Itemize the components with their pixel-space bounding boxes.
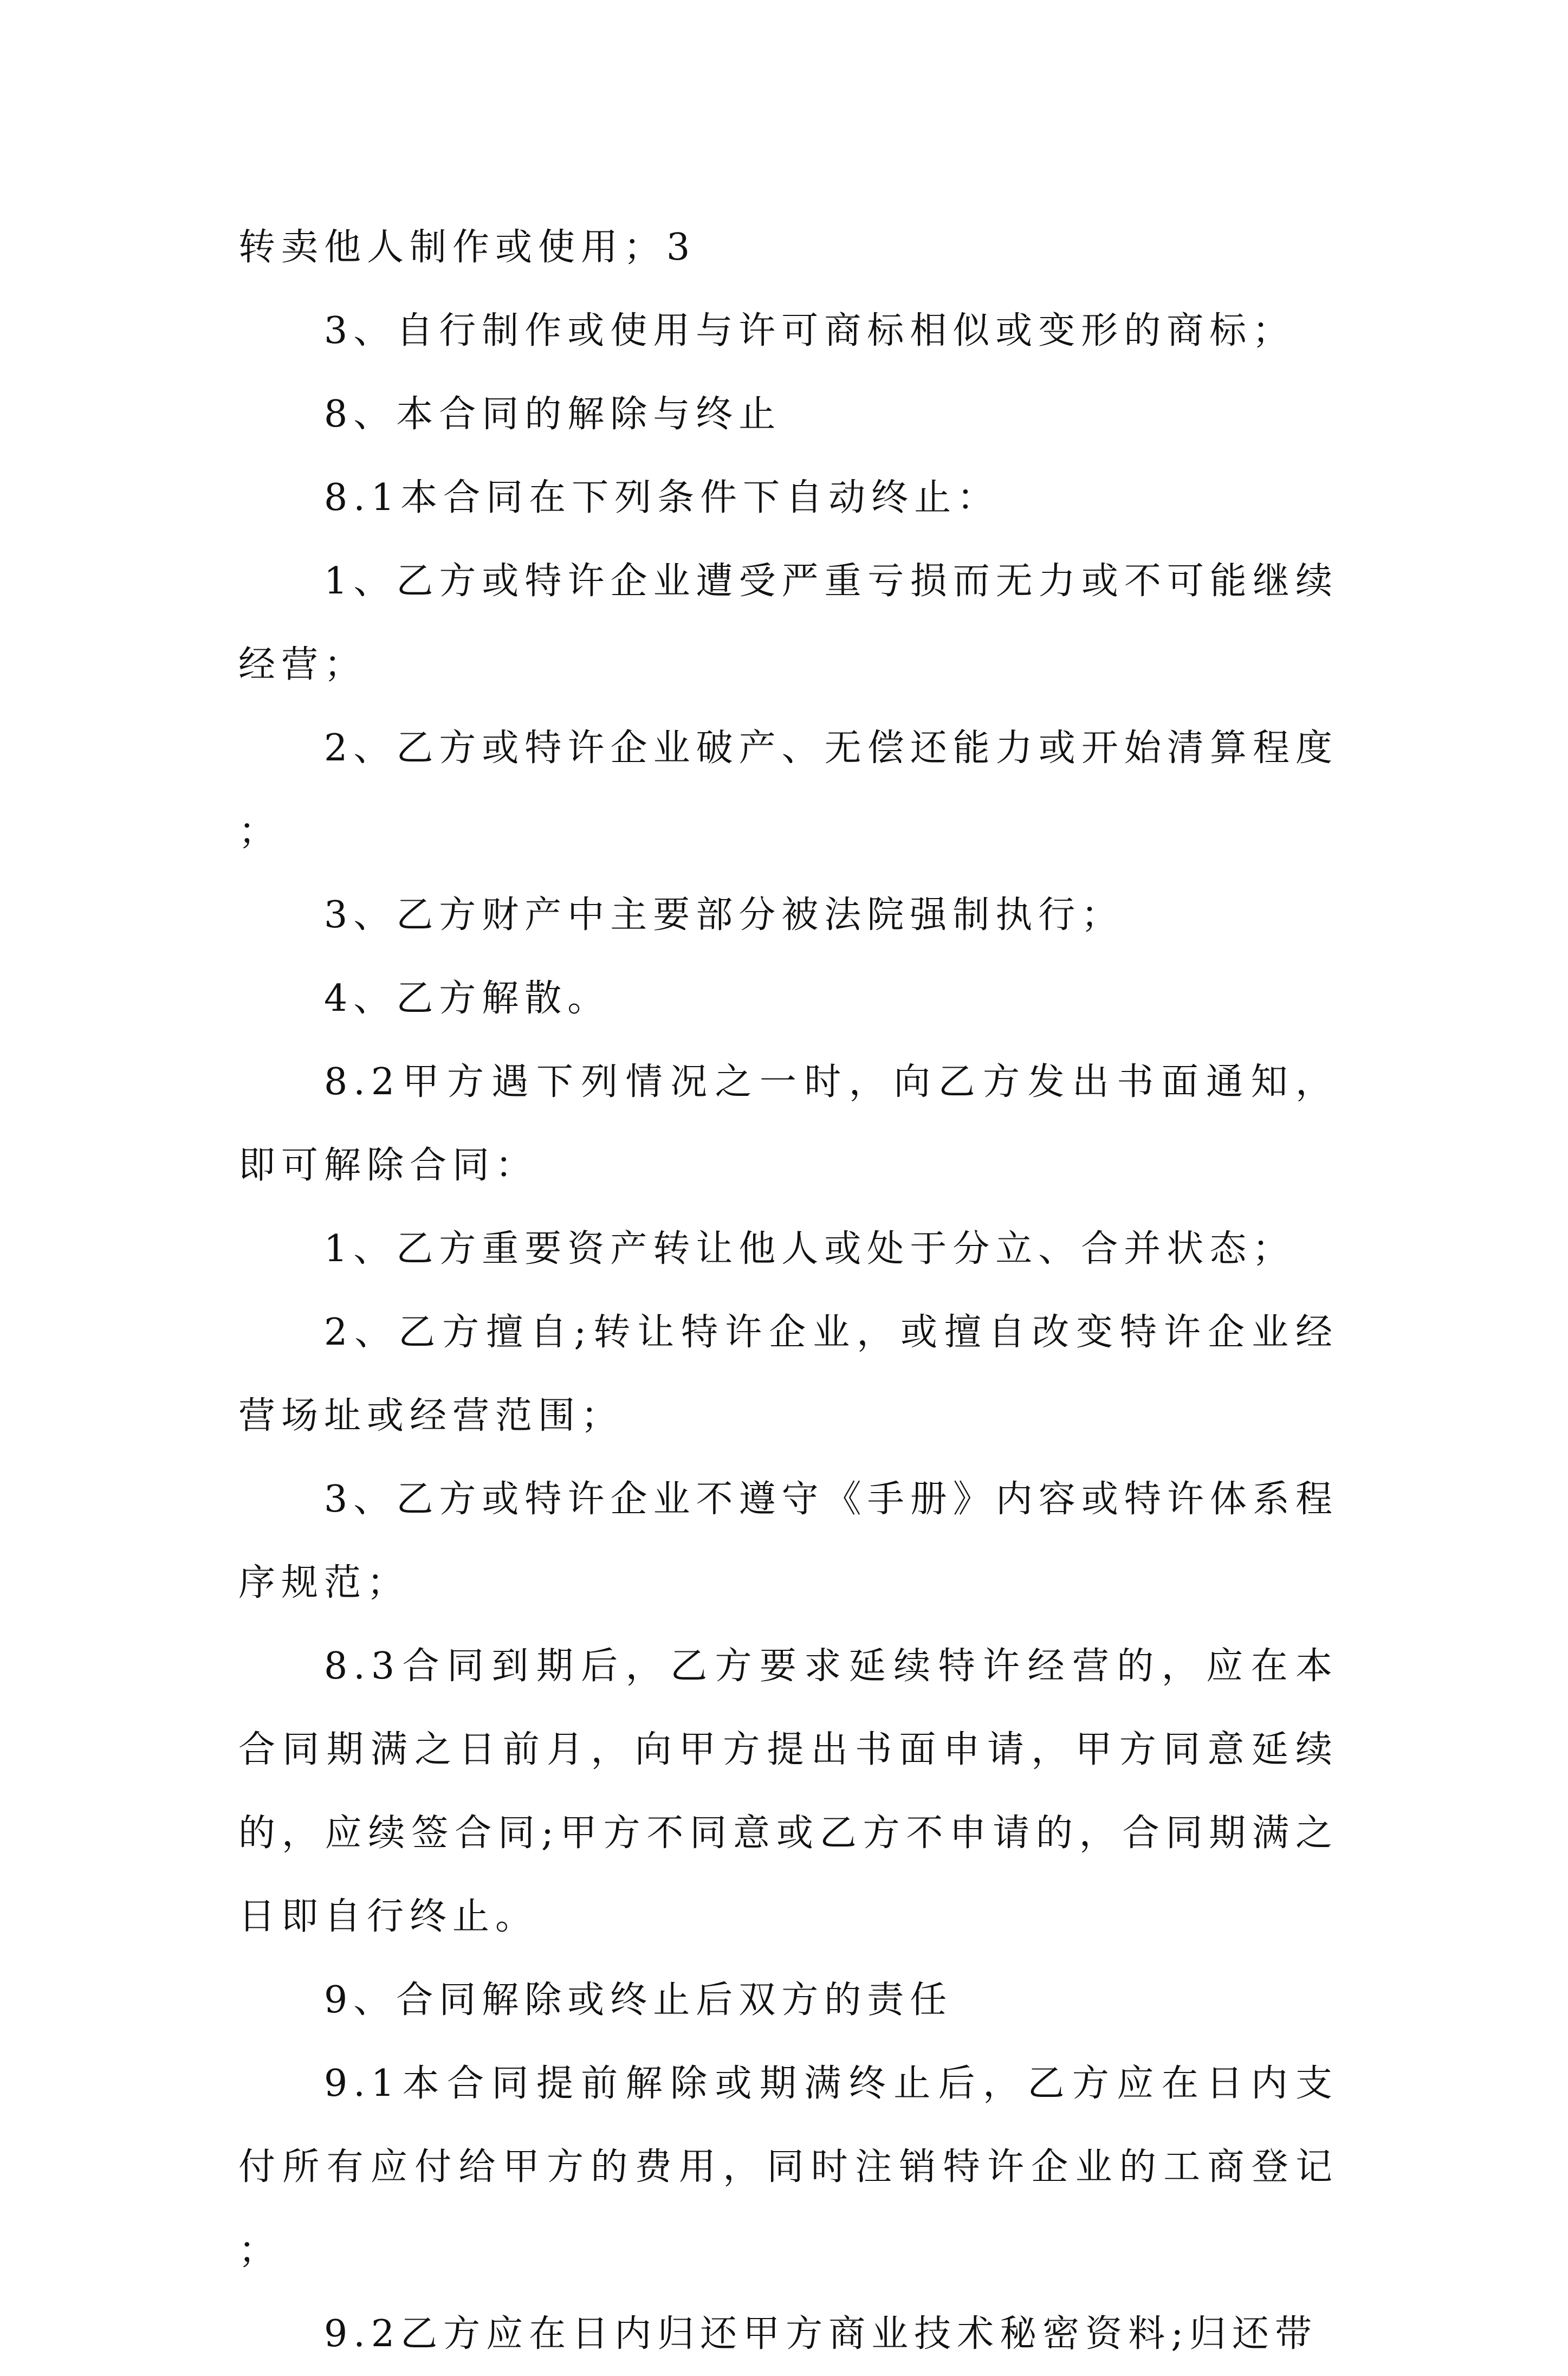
clause-8-2-item-1: 1、乙方重要资产转让他人或处于分立、合并状态；	[324, 1228, 1295, 1270]
paragraph-2: 3、自行制作或使用与许可商标相似或变形的商标；	[324, 309, 1295, 352]
paragraph-1: 转卖他人制作或使用；3	[238, 226, 696, 269]
clause-8-1: 8.1本合同在下列条件下自动终止：	[324, 476, 1000, 519]
section-heading-8: 8、本合同的解除与终止	[324, 393, 782, 436]
clause-8-2: 8.2甲方遇下列情况之一时，向乙方发出书面通知，即可解除合同：	[238, 1061, 1338, 1187]
document-body	[238, 206, 1338, 2376]
clause-8-1-item-1: 1、乙方或特许企业遭受严重亏损而无力或不可能继续经营；	[238, 560, 1338, 686]
section-heading-9: 9、合同解除或终止后双方的责任	[324, 1979, 953, 2022]
clause-9-1: 9.1本合同提前解除或期满终止后，乙方应在日内支付所有应付给甲方的费用，同时注销特许企业的工商登记；	[238, 2062, 1338, 2272]
clause-8-1-item-3: 3、乙方财产中主要部分被法院强制执行；	[324, 894, 1124, 937]
clause-8-1-item-4: 4、乙方解散。	[324, 977, 611, 1020]
clause-8-3: 8.3合同到期后，乙方要求延续特许经营的，应在本合同期满之日前月，向甲方提出书面申请，甲方同意延续的，应续签合同;甲方不同意或乙方不申请的，合同期满之日即自行终止。	[238, 1645, 1338, 1938]
clause-9-2: 9.2乙方应在日内归还甲方商业技术秘密资料;归还带	[324, 2313, 1318, 2355]
clause-8-2-item-3: 3、乙方或特许企业不遵守《手册》内容或特许体系程序规范；	[238, 1478, 1338, 1604]
clause-8-1-item-2: 2、乙方或特许企业破产、无偿还能力或开始清算程度；	[238, 727, 1338, 853]
clause-8-2-item-2: 2、乙方擅自;转让特许企业，或擅自改变特许企业经营场址或经营范围；	[238, 1311, 1338, 1437]
